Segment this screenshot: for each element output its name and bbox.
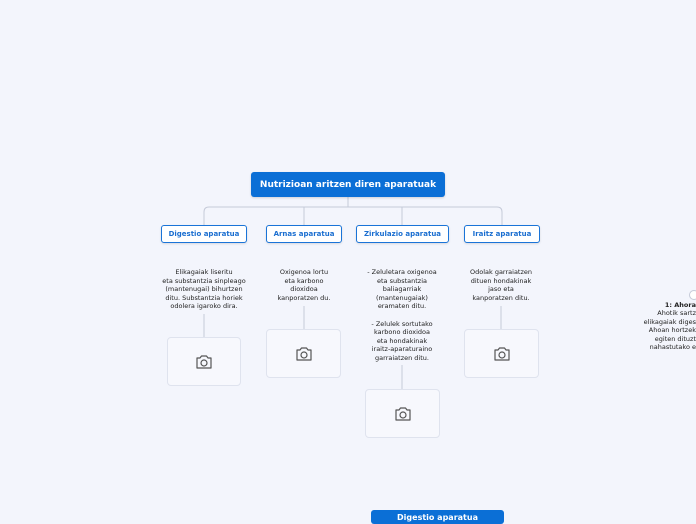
branch-description: Oxigenoa lortu eta karbono dioxidoa kanporatzen du. (277, 268, 331, 302)
camera-icon (393, 406, 413, 422)
side-note-line: nahastutako e (649, 343, 696, 352)
image-placeholder[interactable] (266, 329, 341, 378)
bottom-topic-label: Digestio aparatua (397, 513, 478, 522)
side-note-title: 1: Ahora (664, 301, 696, 309)
root-topic[interactable]: Nutrizioan aritzen diren aparatuak (251, 172, 445, 197)
image-placeholder[interactable] (365, 389, 440, 438)
side-note-line: egiten dituzt (654, 334, 696, 343)
camera-icon (492, 346, 512, 362)
side-note-line: Ahoan hortzek (648, 326, 696, 335)
image-placeholder[interactable] (464, 329, 539, 378)
side-note (640, 301, 696, 351)
camera-icon (194, 354, 214, 370)
branch-description: Odolak garraiatzen dituen hondakinak jaso eta kanporatzen ditu. (469, 268, 533, 302)
side-note-line: elikagaiak diges (643, 317, 696, 326)
branch-description: Elikagaiak liseritu eta substantzia sinpleago (mantenugai) bihurtzen ditu. Substantzia horiek odolera igaroko dira. (162, 268, 246, 311)
collapse-toggle[interactable] (689, 290, 696, 300)
bottom-topic[interactable] (371, 510, 504, 524)
branch-arnas[interactable]: Arnas aparatua (266, 225, 342, 243)
side-note-line: Ahotik sartz (657, 309, 696, 318)
branch-digestio[interactable]: Digestio aparatua (161, 225, 247, 243)
camera-icon (294, 346, 314, 362)
image-placeholder[interactable] (167, 337, 241, 386)
branch-description: - Zeluletara oxigenoa eta substantzia baliagarriak (mantenugaiak) eramaten ditu. - Zelulek sortutako karbono dioxidoa eta hondakinak iraitz-aparaturaino garraiatzen ditu. (367, 268, 437, 362)
branch-iraitz[interactable]: Iraitz aparatua (464, 225, 540, 243)
branch-zirkulazio[interactable]: Zirkulazio aparatua (356, 225, 449, 243)
